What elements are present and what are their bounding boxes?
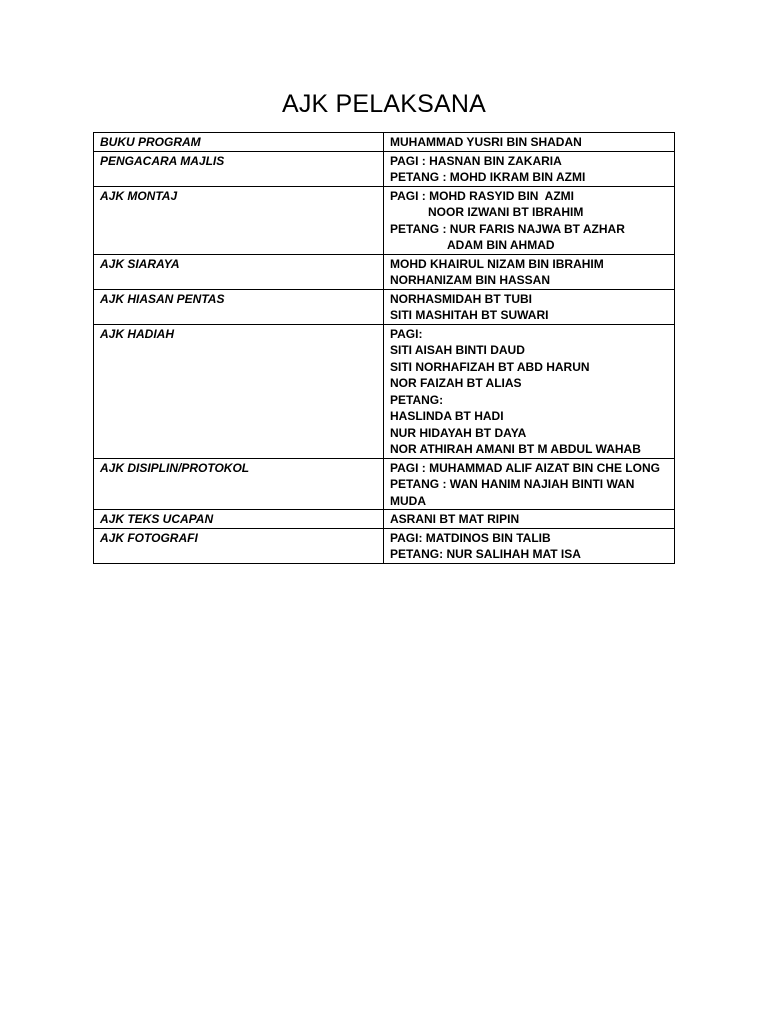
member-line: NUR HIDAYAH BT DAYA xyxy=(390,425,527,440)
table-row xyxy=(94,324,675,458)
role-cell: AJK HIASAN PENTAS xyxy=(94,289,384,324)
role-cell: AJK HADIAH xyxy=(94,324,384,458)
members-cell xyxy=(384,289,675,324)
member-line: MOHD KHAIRUL NIZAM BIN IBRAHIM xyxy=(390,256,604,271)
member-line: NORHASMIDAH BT TUBI xyxy=(390,291,532,306)
table-row xyxy=(94,510,675,529)
table-row xyxy=(94,186,675,254)
member-line: NOR ATHIRAH AMANI BT M ABDUL WAHAB xyxy=(390,442,641,456)
role-cell: AJK FOTOGRAFI xyxy=(94,528,384,563)
member-line: MUHAMMAD YUSRI BIN SHADAN xyxy=(390,135,582,149)
role-cell: AJK TEKS UCAPAN xyxy=(94,510,384,529)
role-cell: PENGACARA MAJLIS xyxy=(94,151,384,186)
member-line: PETANG: xyxy=(390,392,444,407)
member-line: PETANG : MOHD IKRAM BIN AZMI xyxy=(390,170,586,184)
member-line: PETANG : WAN HANIM NAJIAH BINTI WAN MUDA xyxy=(390,477,635,508)
role-cell: AJK DISIPLIN/PROTOKOL xyxy=(94,458,384,510)
page-title: AJK PELAKSANA xyxy=(281,90,487,118)
role-cell: AJK SIARAYA xyxy=(94,254,384,289)
members-cell xyxy=(384,186,675,254)
member-line: PAGI: xyxy=(390,326,423,341)
member-line: PAGI : HASNAN BIN ZAKARIA xyxy=(390,153,562,168)
table-row xyxy=(94,133,675,152)
member-line: NORHANIZAM BIN HASSAN xyxy=(390,273,550,287)
members-cell xyxy=(384,254,675,289)
members-cell xyxy=(384,528,675,563)
table-row xyxy=(94,151,675,186)
table-row xyxy=(94,528,675,563)
member-line: PAGI: MATDINOS BIN TALIB xyxy=(390,530,551,545)
member-line: SITI AISAH BINTI DAUD xyxy=(390,343,525,357)
table-row xyxy=(94,289,675,324)
table-row xyxy=(94,254,675,289)
member-line: PETANG: NUR SALIHAH MAT ISA xyxy=(390,547,581,561)
member-line: PETANG : NUR FARIS NAJWA BT AZHAR xyxy=(390,221,625,236)
member-line: NOR FAIZAH BT ALIAS xyxy=(390,376,522,390)
table-row xyxy=(94,458,675,510)
member-line: PAGI : MOHD RASYID BIN AZMI xyxy=(390,188,574,203)
member-line: HASLINDA BT HADI xyxy=(390,409,504,423)
member-line: SITI NORHAFIZAH BT ABD HARUN xyxy=(390,359,590,374)
member-line: PAGI : MUHAMMAD ALIF AIZAT BIN CHE LONG xyxy=(390,460,660,475)
member-line: NOOR IZWANI BT IBRAHIM xyxy=(428,205,584,219)
member-line: ADAM BIN AHMAD xyxy=(447,238,555,252)
committee-table xyxy=(93,132,675,564)
member-line: ASRANI BT MAT RIPIN xyxy=(390,512,520,526)
members-cell xyxy=(384,151,675,186)
members-cell xyxy=(384,458,675,510)
members-cell xyxy=(384,324,675,458)
member-line: SITI MASHITAH BT SUWARI xyxy=(390,308,549,322)
role-cell: BUKU PROGRAM xyxy=(94,133,384,152)
members-cell xyxy=(384,133,675,152)
members-cell xyxy=(384,510,675,529)
role-cell: AJK MONTAJ xyxy=(94,186,384,254)
